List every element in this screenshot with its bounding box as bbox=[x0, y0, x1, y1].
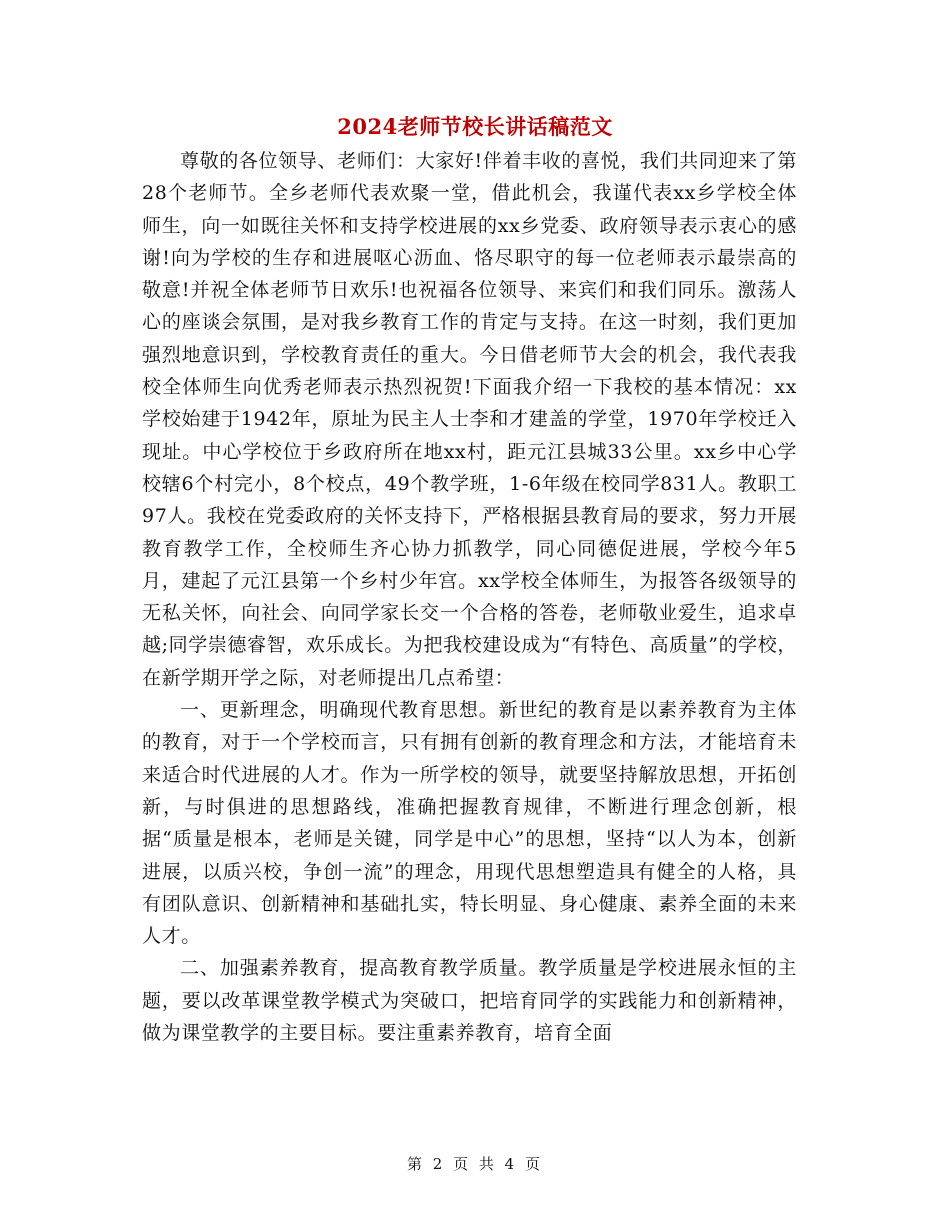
paragraph-point-two: 二、加强素养教育，提高教育教学质量。教学质量是学校进展永恒的主题，要以改革课堂教学模式为突破口，把培育同学的实践能力和创新精神，做为课堂教学的主要目标。要注重素养教育，培育全面 bbox=[142, 957, 797, 1045]
page-number-footer: 第 2 页 共 4 页 bbox=[407, 1155, 543, 1173]
paragraph-intro: 尊敬的各位领导、老师们：大家好!伴着丰收的喜悦，我们共同迎来了第28个老师节。全乡老师代表欢聚一堂，借此机会，我谨代表xx乡学校全体师生，向一如既往关怀和支持学校进展的xx乡党委、政府领导表示衷心的感谢!向为学校的生存和进展呕心沥血、恪尽职守的每一位老师表示最崇高的敬意!并祝全体老师节日欢乐!也祝福各位领导、来宾们和我们同乐。激荡人心的座谈会氛围，是对我乡教育工作的肯定与支持。在这一时刻，我们更加强烈地意识到，学校教育责任的重大。今日借老师节大会的机会，我代表我校全体师生向优秀老师表示热烈祝贺!下面我介绍一下我校的基本情况：xx学校始建于1942年，原址为民主人士李和才建盖的学堂，1970年学校迁入现址。中心学校位于乡政府所在地xx村，距元江县城33公里。xx乡中心学校辖6个村完小，8个校点，49个教学班，1-6年级在校同学831人。教职工97人。我校在党委政府的关怀支持下，严格根据县教育局的要求，努力开展教育教学工作，全校师生齐心协力抓教学，同心同德促进展，学校今年5月，建起了元江县第一个乡村少年宫。xx学校全体师生，为报答各级领导的无私关怀，向社会、向同学家长交一个合格的答卷，老师敬业爱生，追求卓越;同学崇德睿智，欢乐成长。为把我校建设成为“有特色、高质量”的学校，在新学期开学之际，对老师提出几点希望： bbox=[142, 150, 797, 689]
document-body bbox=[142, 145, 797, 1049]
paragraph-point-one: 一、更新理念，明确现代教育思想。新世纪的教育是以素养教育为主体的教育，对于一个学校而言，只有拥有创新的教育理念和方法，才能培育未来适合时代进展的人才。作为一所学校的领导，就要坚持解放思想，开拓创新，与时俱进的思想路线，准确把握教育规律，不断进行理念创新，根据“质量是根本，老师是关键，同学是中心”的思想，坚持“以人为本，创新进展，以质兴校，争创一流”的理念，用现代思想塑造具有健全的人格，具有团队意识、创新精神和基础扎实，特长明显、身心健康、素养全面的未来人才。 bbox=[142, 699, 797, 948]
document-title: 2024老师节校长讲话稿范文 bbox=[337, 114, 613, 139]
